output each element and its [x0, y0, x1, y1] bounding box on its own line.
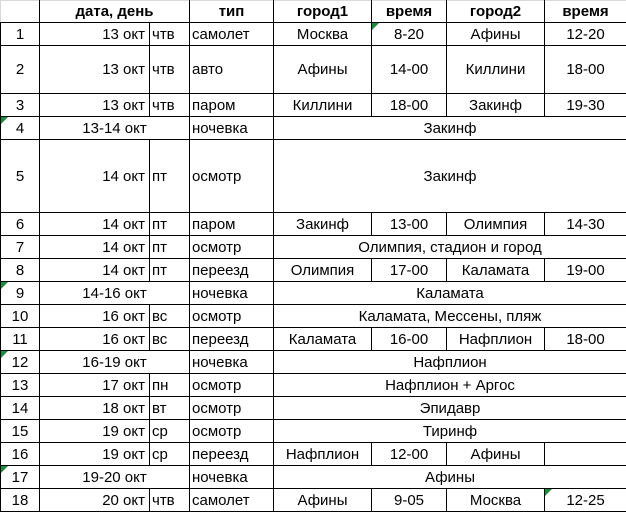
header-type-cell[interactable]: тип: [190, 1, 274, 23]
date-cell[interactable]: 18 окт: [40, 397, 150, 420]
place-cell[interactable]: Афины: [274, 466, 626, 489]
time1-cell[interactable]: 17-00: [372, 259, 447, 282]
place-cell[interactable]: Каламата: [274, 282, 626, 305]
day-cell[interactable]: пт: [150, 140, 190, 213]
place-cell[interactable]: Нафплион + Аргос: [274, 374, 626, 397]
day-cell[interactable]: пт: [150, 259, 190, 282]
city2-cell[interactable]: Москва: [447, 489, 545, 512]
row-num-cell[interactable]: 6: [1, 213, 40, 236]
date-cell[interactable]: 14-16 окт: [40, 282, 190, 305]
time1-cell[interactable]: 18-00: [372, 94, 447, 117]
row-num-cell[interactable]: 12: [1, 351, 40, 374]
city2-cell[interactable]: Нафплион: [447, 328, 545, 351]
type-cell[interactable]: осмотр: [190, 236, 274, 259]
time2-cell[interactable]: [545, 443, 626, 466]
row-num-cell[interactable]: 16: [1, 443, 40, 466]
date-cell[interactable]: 16 окт: [40, 305, 150, 328]
header-num-cell[interactable]: [1, 1, 40, 23]
place-cell[interactable]: Тиринф: [274, 420, 626, 443]
type-cell[interactable]: авто: [190, 46, 274, 94]
type-cell[interactable]: переезд: [190, 443, 274, 466]
table-row: [1, 259, 626, 282]
time2-cell[interactable]: 12-25: [545, 489, 626, 512]
city1-cell[interactable]: Киллини: [274, 94, 372, 117]
type-cell[interactable]: паром: [190, 94, 274, 117]
table-row: [1, 282, 626, 305]
day-cell[interactable]: чтв: [150, 489, 190, 512]
place-cell[interactable]: Каламата, Мессены, пляж: [274, 305, 626, 328]
table-row: [1, 374, 626, 397]
row-num-cell[interactable]: 1: [1, 23, 40, 46]
table-row: [1, 489, 626, 512]
type-cell[interactable]: ночевка: [190, 351, 274, 374]
date-cell[interactable]: 14 окт: [40, 213, 150, 236]
type-cell[interactable]: ночевка: [190, 466, 274, 489]
row-num-cell[interactable]: 11: [1, 328, 40, 351]
day-cell[interactable]: вт: [150, 397, 190, 420]
table-row: [1, 351, 626, 374]
day-cell[interactable]: пт: [150, 236, 190, 259]
type-cell[interactable]: самолет: [190, 23, 274, 46]
date-cell[interactable]: 13 окт: [40, 46, 150, 94]
city1-cell[interactable]: Афины: [274, 489, 372, 512]
row-num-cell[interactable]: 8: [1, 259, 40, 282]
type-cell[interactable]: переезд: [190, 259, 274, 282]
table-row: [1, 46, 626, 94]
day-cell[interactable]: вс: [150, 328, 190, 351]
date-cell[interactable]: 17 окт: [40, 374, 150, 397]
place-cell[interactable]: Нафплион: [274, 351, 626, 374]
city2-cell[interactable]: Афины: [447, 443, 545, 466]
table-row: [1, 443, 626, 466]
time2-cell[interactable]: 12-20: [545, 23, 626, 46]
header-city1-cell[interactable]: город1: [274, 1, 372, 23]
row-num-cell[interactable]: 15: [1, 420, 40, 443]
date-cell[interactable]: 19 окт: [40, 420, 150, 443]
row-num-cell[interactable]: 3: [1, 94, 40, 117]
city1-cell[interactable]: Закинф: [274, 213, 372, 236]
table-row: [1, 236, 626, 259]
type-cell[interactable]: ночевка: [190, 117, 274, 140]
time2-cell[interactable]: 19-00: [545, 259, 626, 282]
date-cell[interactable]: 14 окт: [40, 140, 150, 213]
date-cell[interactable]: 16 окт: [40, 328, 150, 351]
type-cell[interactable]: осмотр: [190, 397, 274, 420]
row-num-cell[interactable]: 14: [1, 397, 40, 420]
row-num-cell[interactable]: 5: [1, 140, 40, 213]
day-cell[interactable]: чтв: [150, 23, 190, 46]
date-cell[interactable]: 13-14 окт: [40, 117, 190, 140]
city2-cell[interactable]: Олимпия: [447, 213, 545, 236]
date-cell[interactable]: 13 окт: [40, 94, 150, 117]
city1-cell[interactable]: Москва: [274, 23, 372, 46]
row-num-cell[interactable]: 17: [1, 466, 40, 489]
city1-cell[interactable]: Афины: [274, 46, 372, 94]
city2-cell[interactable]: Закинф: [447, 94, 545, 117]
city1-cell[interactable]: Олимпия: [274, 259, 372, 282]
day-cell[interactable]: ср: [150, 443, 190, 466]
time1-cell[interactable]: 12-00: [372, 443, 447, 466]
table-row: [1, 420, 626, 443]
row-num-cell[interactable]: 4: [1, 117, 40, 140]
table-row: [1, 213, 626, 236]
header-city2-cell[interactable]: город2: [447, 1, 545, 23]
city1-cell[interactable]: Каламата: [274, 328, 372, 351]
day-cell[interactable]: вс: [150, 305, 190, 328]
time1-cell[interactable]: 14-00: [372, 46, 447, 94]
header-date-cell[interactable]: дата, день: [40, 1, 190, 23]
type-cell[interactable]: осмотр: [190, 140, 274, 213]
day-cell[interactable]: пн: [150, 374, 190, 397]
time1-cell[interactable]: 13-00: [372, 213, 447, 236]
place-cell[interactable]: Эпидавр: [274, 397, 626, 420]
header-time2-cell[interactable]: время: [545, 1, 626, 23]
row-num-cell[interactable]: 7: [1, 236, 40, 259]
time2-cell[interactable]: 19-30: [545, 94, 626, 117]
time2-cell[interactable]: 18-00: [545, 46, 626, 94]
date-cell[interactable]: 19 окт: [40, 443, 150, 466]
day-cell[interactable]: чтв: [150, 46, 190, 94]
date-cell[interactable]: 16-19 окт: [40, 351, 190, 374]
time1-cell[interactable]: 8-20: [372, 23, 447, 46]
city2-cell[interactable]: Афины: [447, 23, 545, 46]
time1-cell[interactable]: 16-00: [372, 328, 447, 351]
row-num-cell[interactable]: 9: [1, 282, 40, 305]
table-row: [1, 397, 626, 420]
row-num-cell[interactable]: 2: [1, 46, 40, 94]
table-row: [1, 140, 626, 213]
type-cell[interactable]: осмотр: [190, 420, 274, 443]
table-row: [1, 117, 626, 140]
date-cell[interactable]: 14 окт: [40, 236, 150, 259]
place-cell[interactable]: Олимпия, стадион и город: [274, 236, 626, 259]
row-num-cell[interactable]: 13: [1, 374, 40, 397]
time2-cell[interactable]: 18-00: [545, 328, 626, 351]
city1-cell[interactable]: Нафплион: [274, 443, 372, 466]
city2-cell[interactable]: Киллини: [447, 46, 545, 94]
time2-cell[interactable]: 14-30: [545, 213, 626, 236]
table-row: [1, 328, 626, 351]
table-row: [1, 466, 626, 489]
type-cell[interactable]: ночевка: [190, 282, 274, 305]
day-cell[interactable]: чтв: [150, 94, 190, 117]
header-row: [1, 1, 626, 23]
type-cell[interactable]: самолет: [190, 489, 274, 512]
time1-cell[interactable]: 9-05: [372, 489, 447, 512]
table-row: [1, 305, 626, 328]
day-cell[interactable]: ср: [150, 420, 190, 443]
day-cell[interactable]: пт: [150, 213, 190, 236]
type-cell[interactable]: осмотр: [190, 305, 274, 328]
date-cell[interactable]: 19-20 окт: [40, 466, 190, 489]
header-time1-cell[interactable]: время: [372, 1, 447, 23]
place-cell[interactable]: Закинф: [274, 140, 626, 213]
table-row: [1, 94, 626, 117]
place-cell[interactable]: Закинф: [274, 117, 626, 140]
type-cell[interactable]: осмотр: [190, 374, 274, 397]
city2-cell[interactable]: Каламата: [447, 259, 545, 282]
type-cell[interactable]: переезд: [190, 328, 274, 351]
type-cell[interactable]: паром: [190, 213, 274, 236]
date-cell[interactable]: 14 окт: [40, 259, 150, 282]
date-cell[interactable]: 20 окт: [40, 489, 150, 512]
row-num-cell[interactable]: 18: [1, 489, 40, 512]
row-num-cell[interactable]: 10: [1, 305, 40, 328]
table-row: [1, 23, 626, 46]
date-cell[interactable]: 13 окт: [40, 23, 150, 46]
